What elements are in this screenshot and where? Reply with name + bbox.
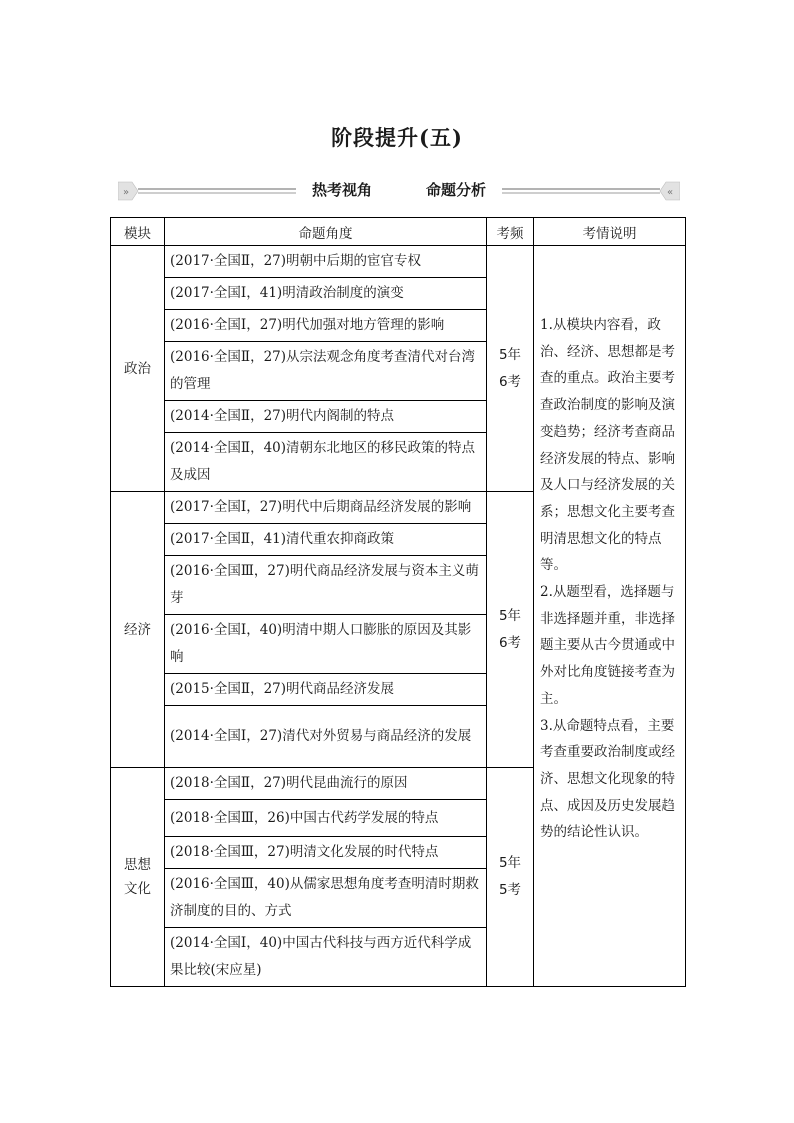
frequency-economy: [487, 492, 534, 768]
topic-item: (2016·全国Ⅰ，27)明代加强对地方管理的影响: [165, 310, 487, 342]
frequency-years: 5年: [498, 855, 522, 871]
banner-left-label: 热考视角: [304, 181, 380, 199]
page-title: 阶段提升(五): [331, 125, 463, 150]
module-economy: 经济: [111, 492, 165, 768]
module-name-line: 思想: [124, 857, 151, 873]
frequency-years: 5年: [498, 346, 522, 363]
note-paragraph: 3.从命题特点看，主要考查重要政治制度或经济、思想文化现象的特点、成因及历史发展趋势的结论性认识。: [540, 717, 675, 841]
exam-analysis-table: [110, 217, 686, 987]
analysis-notes: [534, 246, 686, 987]
module-culture: [111, 768, 165, 987]
topic-item: (2018·全国Ⅲ，26)中国古代药学发展的特点: [165, 800, 487, 837]
topic-item: (2016·全国Ⅲ，40)从儒家思想角度考查明清时期救济制度的目的、方式: [165, 869, 487, 928]
frequency-count: 6考: [498, 634, 522, 651]
topic-item: (2014·全国Ⅰ，27)清代对外贸易与商品经济的发展: [165, 706, 487, 768]
svg-text:«: «: [667, 187, 674, 198]
module-politics: 政治: [111, 246, 165, 492]
header-module: 模块: [111, 218, 165, 246]
frequency-years: 5年: [498, 607, 522, 624]
topic-item: (2017·全国Ⅰ，27)明代中后期商品经济发展的影响: [165, 492, 487, 524]
table-header-row: [111, 218, 686, 246]
banner-right-label: 命题分析: [418, 181, 494, 199]
topic-item: (2018·全国Ⅲ，27)明清文化发展的时代特点: [165, 837, 487, 869]
table-row: [111, 246, 686, 278]
header-frequency: 考频: [487, 218, 534, 246]
frequency-count: 5考: [498, 882, 522, 898]
topic-item: (2017·全国Ⅱ，41)清代重农抑商政策: [165, 524, 487, 556]
topic-item: (2017·全国Ⅰ，41)明清政治制度的演变: [165, 278, 487, 310]
topic-item: (2014·全国Ⅱ，27)明代内阁制的特点: [165, 401, 487, 433]
topic-item: (2016·全国Ⅰ，40)明清中期人口膨胀的原因及其影响: [165, 615, 487, 674]
header-notes: 考情说明: [534, 218, 686, 246]
topic-item: (2016·全国Ⅲ，27)明代商品经济发展与资本主义萌芽: [165, 556, 487, 615]
section-banner: [118, 178, 680, 204]
topic-item: (2018·全国Ⅱ，27)明代昆曲流行的原因: [165, 768, 487, 800]
topic-item: (2016·全国Ⅱ，27)从宗法观念角度考查清代对台湾的管理: [165, 342, 487, 401]
topic-item: (2017·全国Ⅱ，27)明朝中后期的宦官专权: [165, 246, 487, 278]
topic-item: (2014·全国Ⅱ，40)清朝东北地区的移民政策的特点及成因: [165, 433, 487, 492]
note-paragraph: 1.从模块内容看，政治、经济、思想都是考查的重点。政治主要考查政治制度的影响及演变趋势；经济考查商品经济发展的特点、影响及人口与经济发展的关系；思想文化主要考查明清思想文化的特点等。: [540, 317, 675, 574]
svg-text:»: »: [123, 187, 130, 198]
topic-item: (2014·全国Ⅰ，40)中国古代科技与西方近代科学成果比较(宋应星): [165, 928, 487, 987]
frequency-count: 6考: [498, 373, 522, 390]
topic-item: (2015·全国Ⅱ，27)明代商品经济发展: [165, 674, 487, 706]
header-angle: 命题角度: [165, 218, 487, 246]
frequency-culture: [487, 768, 534, 987]
frequency-politics: [487, 246, 534, 492]
note-paragraph: 2.从题型看，选择题与非选择题并重，非选择题主要从古今贯通或中外对比角度链接考查为主。: [540, 584, 675, 707]
module-name-line: 文化: [124, 881, 151, 897]
